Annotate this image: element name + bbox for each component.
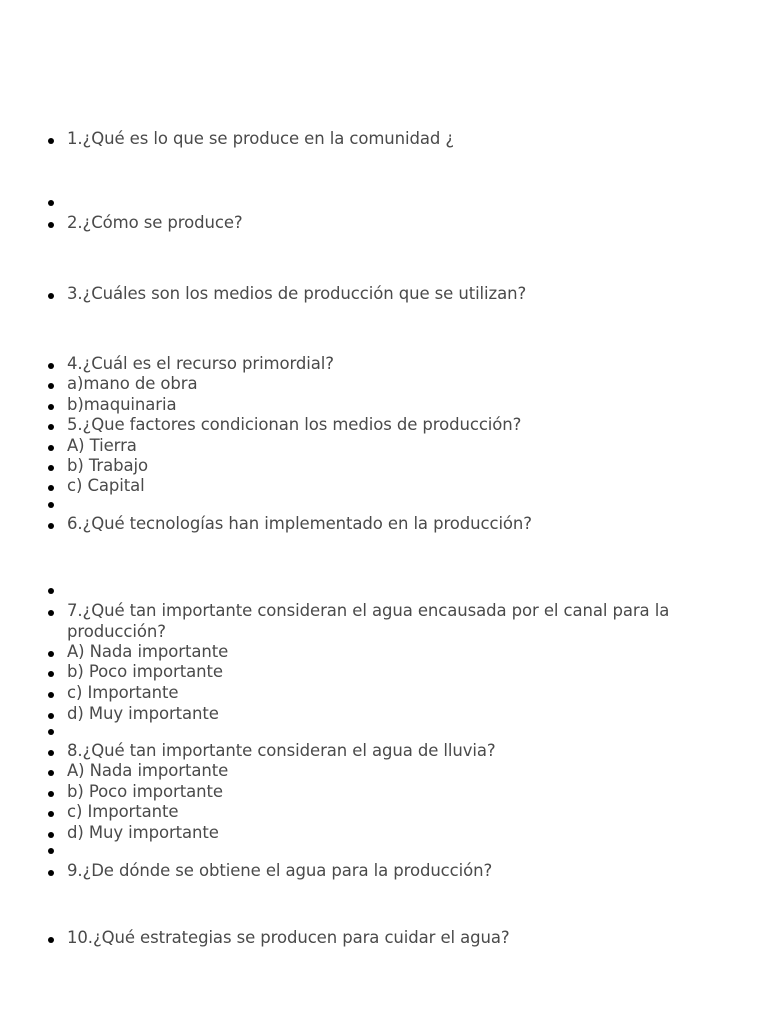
list-item: [48, 741, 738, 762]
list-item: [48, 861, 738, 882]
bullet-icon: [48, 811, 54, 817]
list-item: [48, 683, 738, 704]
list-item: [48, 456, 738, 477]
option-text: A) Tierra: [67, 436, 137, 455]
list-item: [48, 601, 738, 642]
list-item: [48, 782, 738, 803]
option-text: d) Muy importante: [67, 704, 219, 723]
list-item: [48, 436, 738, 457]
option-text: b) Trabajo: [67, 456, 148, 475]
bullet-icon: [48, 770, 54, 776]
list-item: [48, 802, 738, 823]
bullet-icon: [48, 848, 54, 854]
option-text: d) Muy importante: [67, 823, 219, 842]
question-text: 2.¿Cómo se produce?: [67, 213, 243, 232]
bullet-icon: [48, 293, 54, 299]
bullet-icon: [48, 363, 54, 369]
option-text: b) Poco importante: [67, 662, 223, 681]
question-text: 4.¿Cuál es el recurso primordial?: [67, 354, 334, 373]
bullet-icon: [48, 465, 54, 471]
bullet-icon: [48, 651, 54, 657]
question-text: 1.¿Qué es lo que se produce en la comunidad ¿: [67, 129, 455, 148]
question-text: 6.¿Qué tecnologías han implementado en la producción?: [67, 514, 532, 533]
bullet-icon: [48, 671, 54, 677]
option-text: a)mano de obra: [67, 374, 198, 393]
question-text: 5.¿Que factores condicionan los medios de producción?: [67, 415, 522, 434]
bullet-icon: [48, 588, 54, 594]
list-item: [48, 761, 738, 782]
bullet-icon: [48, 523, 54, 529]
question-text: 3.¿Cuáles son los medios de producción que se utilizan?: [67, 284, 527, 303]
option-text: b)maquinaria: [67, 395, 177, 414]
option-text: c) Importante: [67, 683, 179, 702]
option-text: b) Poco importante: [67, 782, 223, 801]
list-item: [48, 354, 738, 375]
list-item: [48, 662, 738, 683]
question-text: 10.¿Qué estrategias se producen para cuidar el agua?: [67, 928, 510, 947]
list-item: [48, 213, 738, 234]
option-text: c) Capital: [67, 476, 145, 495]
bullet-icon: [48, 485, 54, 491]
bullet-icon: [48, 937, 54, 943]
bullet-icon: [48, 832, 54, 838]
bullet-icon: [48, 222, 54, 228]
question-text: 9.¿De dónde se obtiene el agua para la producción?: [67, 861, 493, 880]
bullet-icon: [48, 502, 54, 508]
bullet-icon: [48, 713, 54, 719]
bullet-icon: [48, 383, 54, 389]
bullet-icon: [48, 610, 54, 616]
bullet-icon: [48, 424, 54, 430]
list-item: [48, 823, 738, 844]
bullet-icon: [48, 200, 54, 206]
bullet-icon: [48, 692, 54, 698]
list-item: [48, 642, 738, 663]
bullet-icon: [48, 729, 54, 735]
option-text: c) Importante: [67, 802, 179, 821]
option-text: A) Nada importante: [67, 642, 229, 661]
list-item: [48, 476, 738, 497]
bullet-icon: [48, 750, 54, 756]
list-item: [48, 514, 738, 535]
bullet-icon: [48, 404, 54, 410]
list-item: [48, 928, 738, 949]
list-item: [48, 395, 738, 416]
bullet-icon: [48, 445, 54, 451]
list-item: [48, 415, 738, 436]
list-item: [48, 284, 738, 305]
list-item: [48, 704, 738, 725]
bullet-icon: [48, 791, 54, 797]
question-text: 7.¿Qué tan importante consideran el agua encausada por el canal para la producción?: [67, 601, 670, 641]
bullet-icon: [48, 870, 54, 876]
question-text: 8.¿Qué tan importante consideran el agua de lluvia?: [67, 741, 496, 760]
bullet-icon: [48, 138, 54, 144]
list-item: [48, 129, 738, 150]
list-item: [48, 374, 738, 395]
option-text: A) Nada importante: [67, 761, 229, 780]
